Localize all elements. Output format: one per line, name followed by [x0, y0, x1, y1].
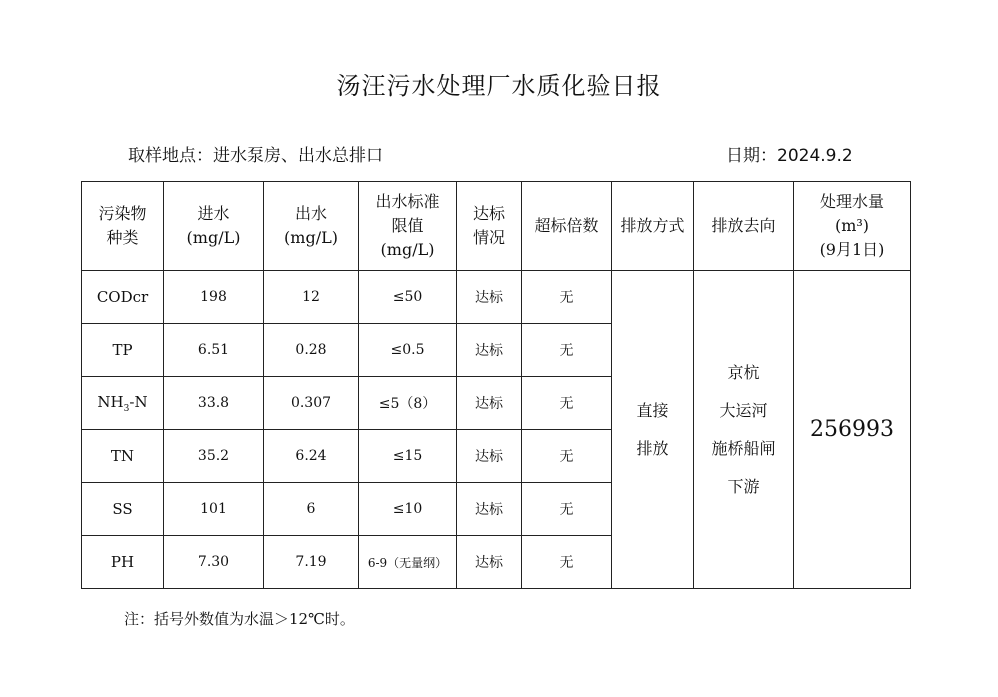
effluent-cell: 12: [264, 271, 359, 324]
exceed-cell: 无: [522, 377, 612, 430]
limit-cell: ≤5（8）: [359, 377, 457, 430]
limit-cell: ≤50: [359, 271, 457, 324]
effluent-cell: 0.28: [264, 324, 359, 377]
effluent-cell: 0.307: [264, 377, 359, 430]
influent-cell: 198: [164, 271, 264, 324]
influent-cell: 35.2: [164, 430, 264, 483]
header-status: 达标 情况: [457, 182, 522, 271]
status-cell: 达标: [457, 377, 522, 430]
influent-cell: 6.51: [164, 324, 264, 377]
effluent-cell: 6: [264, 483, 359, 536]
influent-cell: 7.30: [164, 536, 264, 589]
limit-cell: ≤0.5: [359, 324, 457, 377]
status-cell: 达标: [457, 271, 522, 324]
limit-cell: 6-9（无量纲）: [359, 536, 457, 589]
header-exceed: 超标倍数: [522, 182, 612, 271]
influent-cell: 33.8: [164, 377, 264, 430]
exceed-cell: 无: [522, 430, 612, 483]
exceed-cell: 无: [522, 483, 612, 536]
pollutant-cell: TN: [82, 430, 164, 483]
pollutant-cell: PH: [82, 536, 164, 589]
status-cell: 达标: [457, 430, 522, 483]
sampling-location: 取样地点：进水泵房、出水总排口: [128, 146, 383, 166]
effluent-cell: 6.24: [264, 430, 359, 483]
exceed-cell: 无: [522, 536, 612, 589]
water-quality-table: [81, 181, 911, 589]
discharge-dest-cell: 京杭 大运河 施桥船闸 下游: [694, 271, 794, 589]
limit-cell: ≤10: [359, 483, 457, 536]
pollutant-cell: $NH_3-N$: [82, 377, 164, 430]
header-discharge-dest: 排放去向: [694, 182, 794, 271]
pollutant-cell: SS: [82, 483, 164, 536]
volume-cell: 256993: [794, 271, 911, 589]
footnote: 注：括号外数值为水温＞12℃时。: [124, 610, 355, 628]
influent-cell: 101: [164, 483, 264, 536]
report-title: 汤汪污水处理厂水质化验日报: [336, 72, 662, 100]
header-volume: 处理水量 (m³) (9月1日): [794, 182, 911, 271]
status-cell: 达标: [457, 324, 522, 377]
discharge-method-cell: 直接 排放: [612, 271, 694, 589]
pollutant-cell: TP: [82, 324, 164, 377]
header-discharge-method: 排放方式: [612, 182, 694, 271]
exceed-cell: 无: [522, 324, 612, 377]
header-row: [82, 182, 911, 271]
status-cell: 达标: [457, 536, 522, 589]
header-limit: 出水标准 限值 (mg/L): [359, 182, 457, 271]
header-influent: 进水 (mg/L): [164, 182, 264, 271]
limit-cell: ≤15: [359, 430, 457, 483]
exceed-cell: 无: [522, 271, 612, 324]
header-pollutant: 污染物 种类: [82, 182, 164, 271]
table-row: [82, 271, 911, 324]
report-date: 日期：2024.9.2: [726, 146, 853, 166]
pollutant-cell: CODcr: [82, 271, 164, 324]
effluent-cell: 7.19: [264, 536, 359, 589]
status-cell: 达标: [457, 483, 522, 536]
header-effluent: 出水 (mg/L): [264, 182, 359, 271]
